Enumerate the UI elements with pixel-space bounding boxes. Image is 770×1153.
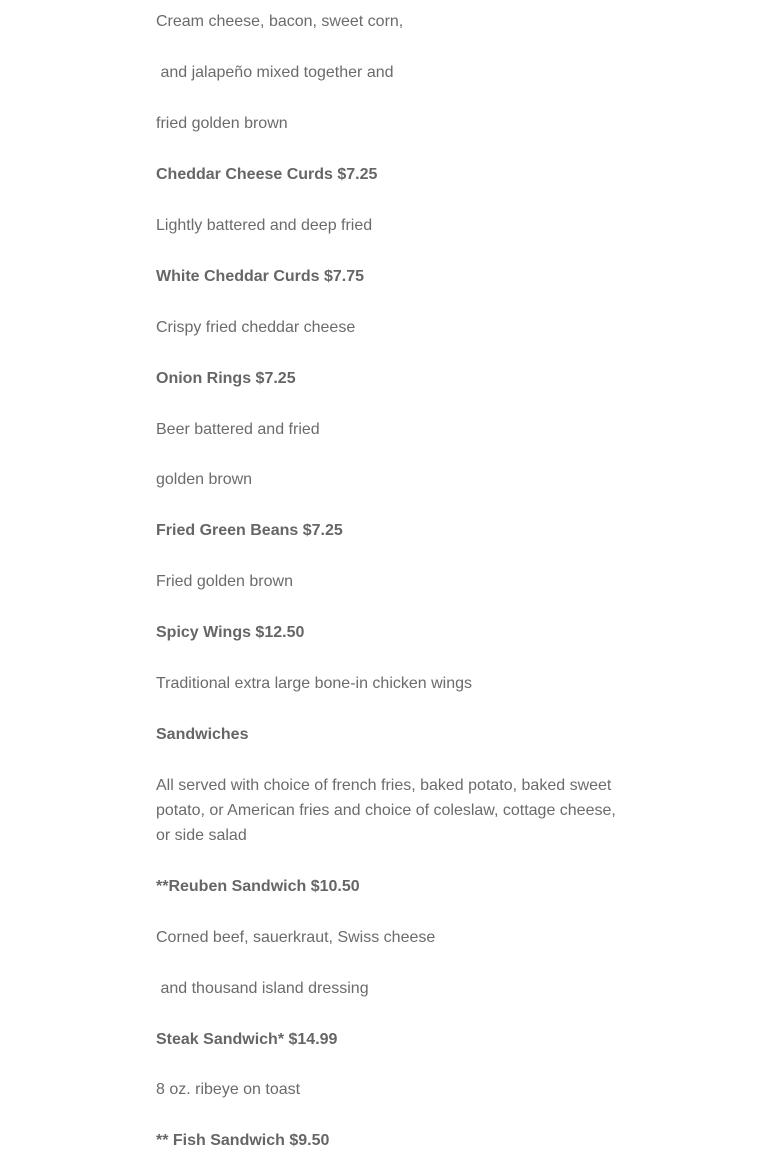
menu-line: 8 oz. ribeye on toast (156, 1081, 301, 1098)
menu-item-title: Spicy Wings $12.50 (156, 624, 305, 641)
menu-line: and jalapeño mixed together and (156, 64, 394, 81)
menu-line: Fried golden brown (156, 573, 293, 590)
menu-line: Lightly battered and deep fried (156, 217, 373, 234)
menu-line: Crispy fried cheddar cheese (156, 319, 356, 336)
menu-item-title: White Cheddar Curds $7.75 (156, 268, 365, 285)
menu-line: and thousand island dressing (156, 980, 369, 997)
menu-item-title: ** Fish Sandwich $9.50 (156, 1132, 330, 1149)
menu-line: Corned beef, sauerkraut, Swiss cheese (156, 929, 436, 946)
menu-line: Beer battered and fried (156, 421, 320, 438)
menu-item-title: Fried Green Beans $7.25 (156, 522, 343, 539)
section-heading-sandwiches: Sandwiches (156, 726, 249, 743)
menu-line: Traditional extra large bone-in chicken wings (156, 675, 473, 692)
menu-item-title: **Reuben Sandwich $10.50 (156, 878, 360, 895)
menu-line: golden brown (156, 471, 253, 488)
menu-item-title: Cheddar Cheese Curds $7.25 (156, 166, 378, 183)
section-description: All served with choice of french fries, baked potato, baked sweet potato, or American fries and choice of coleslaw, cottage cheese, or side salad (156, 777, 621, 844)
menu-line: fried golden brown (156, 115, 288, 132)
menu-line: Cream cheese, bacon, sweet corn, (156, 13, 404, 30)
menu-item-title: Steak Sandwich* $14.99 (156, 1031, 338, 1048)
menu-item-title: Onion Rings $7.25 (156, 370, 296, 387)
